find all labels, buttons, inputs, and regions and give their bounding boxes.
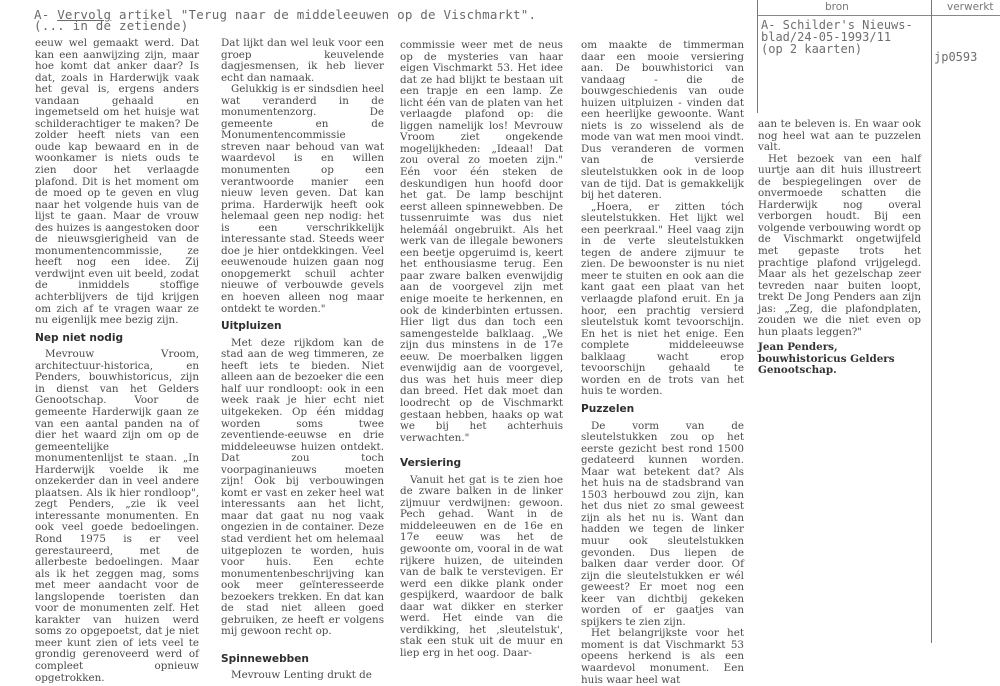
article-column-1 <box>35 38 199 684</box>
article-column-5 <box>758 119 921 377</box>
paragraph: De vorm van de sleutelstukken zou op het eerste gezicht best rond 1500 gedateerd kunnen worden. Maar wat betekent dat? Als het huis na de stadsbrand van 1503 herbouwd zou zijn, kan het dus niet zo smal geweest zijn als het nu is. Want dan hadden we tegen de linker muur ook sleutelstukken gevonden. Dus liepen de balken daar verder door. Of zijn die sleutelstukken er wél geweest? Er moet nog een keer van dichtbij gekeken worden of er gaatjes van spijkers te zien zijn. <box>581 419 744 628</box>
paragraph: commissie weer met de neus op de mysteries van haar eigen Vischmarkt 53. Het idee dat ze had blijkt te bestaan uit een trapje en een lamp. Ze licht één van de platen van het verlaagde plafond op: die liggen namelijk los! Mevrouw Vroom ziet ongekende mogelijkheden: „Ideaal! Dat zou overal zo moeten zijn." Eén voor één steken de deskundigen hun hoofd door het gat. De lamp beschijnt eerst alleen spinnewebben. De tussenruimte was dus niet helemáál ongebruikt. Als het werk van de illegale bewoners een beetje opgeruimd is, keert het enthousiasme terug. Een paar zware balken evenwijdig aan de voorgevel zijn met enige moeite te herkennen, en ook de kinderbinten ertussen. Hier ligt dus dan toch een samengestelde balklaag. „We zijn dus minstens in de 17e eeuw. De moerbalken liggen evenwijdig aan de voorgevel, dus was het huis meer diep dan breed. Het dak moet dan loodrecht op de Vischmarkt gestaan hebben, haaks op wat we bij het achterhuis verwachten." <box>400 39 563 444</box>
source-line: blad/24-05-1993/11 <box>761 29 892 44</box>
paragraph: Met deze rijkdom kan de stad aan de weg timmeren, ze heeft iets te bieden. Niet alleen aan de bezoeker die een half uur rondloopt: ook in een week raak je hier echt niet uitgekeken. Op één middag worden soms twee zeventiende-eeuwse en drie middeleeuwse huizen ontdekt. Dat zou toch voorpaginanieuws moeten zijn! Ook bij verbouwingen komt er vast en zeker heel wat interessants aan het licht, maar dat gaat nu nog vaak ongezien in de container. Deze stad verdient het om helemaal uitgeplozen te worden, huis voor huis. Een echte monumentenbeschrijving kan ook meer geïnteresseerde bezoekers trekken. En dat kan de stad niet alleen goed gebruiken, ze heeft er volgens mij gewoon recht op. <box>221 336 384 638</box>
card-header-divider <box>757 15 1000 16</box>
subheading-spinnewebben: Spinnewebben <box>221 652 309 665</box>
paragraph: Het bezoek van een half uurtje aan dit huis illustreert de bespiegelingen over de onvermoede schatten die Harderwijk nog overal verborgen houdt. Bij een volgende verbouwing wordt op de Vischmarkt ongetwijfeld met gepaste trots het prachtige plafond vrijgelegd. Maar als het gezelschap zeer tevreden naar buiten loopt, trekt De Jong Penders aan zijn jas: „Zeg, die plafondplaten, zouden we die niet even op hun plaats leggen?" <box>758 152 921 338</box>
paragraph: „Hoera, er zitten tóch sleutelstukken. Het lijkt wel een peerkraal." Heel vaag zijn in de verte sleutelstukken tegen de andere zijmuur te zien. De bewoonster is nu niet meer te stuiten en ook aan die kant gaat een plaat van het verlaagde plafond eruit. En ja hoor, een prachtig versierd sleutelstuk komt tevoorschijn. En het is niet het enige. Een complete middeleeuwse balklaag wacht erop tevoorschijn gehaald te worden en de trots van het huis te worden. <box>581 200 744 398</box>
subheading-versiering: Versiering <box>400 457 462 470</box>
verwerkt-column-header: verwerkt <box>947 1 994 13</box>
paragraph: eeuw wel gemaakt werd. Dat kan een aanwijzing zijn, maar hoe komt dat anker daar? Is dat, zoals in Harderwijk vaak het geval is, ergens anders vandaan gehaald en ingemetseld om het huisje wat schilderachtiger te maken? De zolder heeft niets van een oude kap bewaard en in de woonkamer is niets ouds te zien door het verlaagde plafond. Dit is het moment om de moed op te geven en vlug naar het volgende huis van de lijst te gaan. Maar de vrouw des huizes is aangestoken door de nieuwsgierigheid van de monumentencommissie, ze heeft nog een idee. Zij verdwijnt even uit beeld, zodat de inmiddels stoffige achterblijvers de tijd krijgen om zich af te vragen waar ze nu eigenlijk mee bezig zijn. <box>35 37 199 327</box>
paragraph: Mevrouw Vroom, architectuur-historica, en Penders, bouwhistoricus, zijn in dienst van het Gelders Genootschap. Voor de gemeente Harderwijk gaan ze van een aantal panden na of dier het waard zijn om op de gemeentelijke monumentenlijst te staan. „In Harderwijk voelde ik me onzekerder dan in veel andere plaatsen. Als ik hier rondloop", zegt Penders, „zie ik veel interessante monumenten. En ook veel goede bedoelingen. Rond 1975 is er veel gerestaureerd, met de allerbeste bedoelingen. Maar als ik het zeggen mag, soms met meer aandacht voor de langslopende toeristen dan voor de monumenten zelf. Het karakter van huizen werd soms zo opgepoetst, dat je niet meer kunt zien of iets veel te grondig gerenoveerd werd of compleet opnieuw opgetrokken. <box>35 348 199 684</box>
typed-header-subtitle: (... in de zetiende) <box>34 18 189 33</box>
subheading-puzzelen: Puzzelen <box>581 402 635 415</box>
header-vervolg: Vervolg <box>57 7 112 22</box>
source-reference <box>761 20 913 55</box>
header-prefix: A- <box>34 7 58 22</box>
article-column-2 <box>221 38 384 682</box>
card-column-divider <box>931 0 932 643</box>
paragraph: om maakte de timmerman daar een mooie versiering aan. De bouwhistorici van vandaag - die de bouwgeschiedenis van oude huizen uitpluizen - vinden dat een heerlijke gewoonte. Want niets is zo wisselend als de mode van wat men mooi vindt. Dus veranderen de vormen van de versierde sleutelstukken ook in de loop van de tijd. Dat is gemakkelijk bij het dateren. <box>581 39 744 202</box>
subheading-nep-niet-nodig: Nep niet nodig <box>35 331 124 344</box>
paragraph: Mevrouw Lenting drukt de <box>231 669 372 682</box>
paragraph: Dat lijkt dan wel leuk voor een groep keuvelende dagjesmensen, ik heb liever echt dan namaak. <box>221 37 384 84</box>
paragraph: Het belangrijkste voor het moment is dat Vischmarkt 53 opeens herkend is als een waardevol monument. Een huis waar heel wat <box>581 627 744 686</box>
card-left-border <box>757 0 758 113</box>
source-line: (op 2 kaarten) <box>761 41 863 56</box>
paragraph: Vanuit het gat is te zien hoe de zware balken in de linker zijmuur verdwijnen: gewoon. Pech gehad. Want in de middeleeuwen en de 16e en 17e eeuw was het de gewoonte om, vooral in de wat rijkere huizen, de uiteinden van de balk te verstevigen. Er werd een dikke plank onder gespijkerd, waardoor de balk daar wat dikker en sterker werd. Het einde van die verdikking, het ‚sleutelstuk', stak een stuk uit de muur en liep erg in het oog. Daar- <box>400 473 563 659</box>
paragraph: aan te beleven is. En waar ook nog heel wat aan te puzzelen valt. <box>758 118 921 154</box>
paragraph: Gelukkig is er sindsdien heel wat veranderd in de monumentenzorg. De gemeente en de Monumentencommissie streven naar behoud van wat waardevol is en willen monumenten op een verantwoorde manier een nieuw leven geven. Dat kan prima. Harderwijk heeft ook helemaal geen nep nodig: het is een verschrikkelijk interessante stad. Steeds weer doe je hier ontdekkingen. Veel eeuwenoude huizen gaan nog onopgemerkt schuil achter nieuwe of verbouwde gevels en hoeven alleen nog maar ontdekt te worden." <box>221 83 384 315</box>
subheading-uitpluizen: Uitpluizen <box>221 320 282 333</box>
source-line: A- Schilder's Nieuws- <box>761 18 913 32</box>
header-article-title: artikel "Terug naar de middeleeuwen op de Vischmarkt". <box>111 7 537 22</box>
article-column-3 <box>400 38 563 659</box>
author-signature: Jean Penders, bouwhistoricus Gelders Genootschap. <box>758 341 895 377</box>
article-column-4 <box>581 38 744 686</box>
bron-column-header: bron <box>825 1 849 13</box>
processed-code: jp0593 <box>934 50 978 64</box>
